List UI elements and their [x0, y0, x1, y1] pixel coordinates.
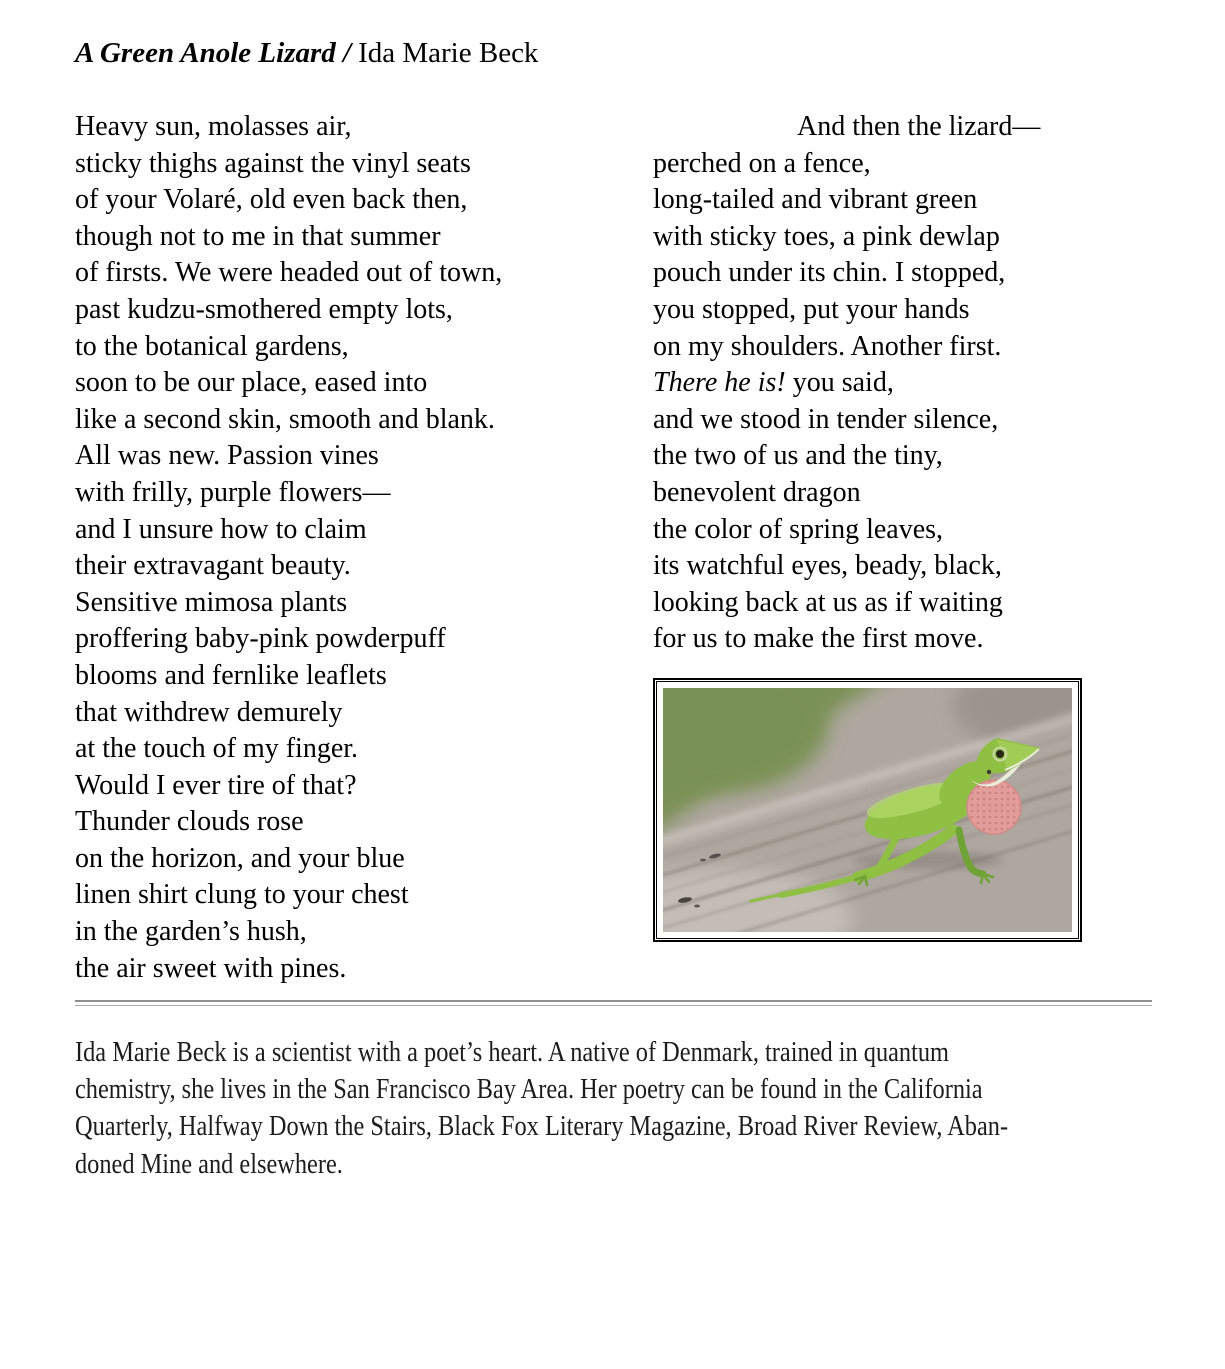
lizard-ear-spot [987, 770, 991, 774]
bio-line: chemistry, she lives in the San Francisco Bay Area. Her poetry can be found in the California [75, 1073, 983, 1106]
poem-line: the two of us and the tiny, [653, 440, 943, 472]
poem-line: linen shirt clung to your chest [75, 879, 409, 911]
poem-line: and we stood in tender silence, [653, 403, 999, 435]
lizard-dewlap [967, 780, 1021, 834]
poem-line: Thunder clouds rose [75, 806, 304, 838]
poem-line: of your Volaré, old even back then, [75, 184, 468, 216]
poem-line: Heavy sun, molasses air, [75, 111, 352, 142]
poem-line: in the garden’s hush, [75, 916, 307, 948]
poem-line: of firsts. We were headed out of town, [75, 257, 503, 289]
poem-line: that withdrew demurely [75, 696, 343, 728]
poem-line: All was new. Passion vines [75, 440, 379, 472]
poem-line: though not to me in that summer [75, 220, 441, 252]
section-divider-rule [75, 1000, 1152, 1006]
poem-column-left [75, 109, 650, 987]
poem-line: the color of spring leaves, [653, 513, 944, 545]
poem-line: and I unsure how to claim [75, 513, 367, 545]
poem-line: at the touch of my finger. [75, 733, 359, 765]
poem-line: soon to be our place, eased into [75, 367, 428, 399]
poem-column-right [653, 109, 1198, 658]
lizard-photo-inner-border [656, 681, 1079, 939]
bio-line: Quarterly, Halfway Down the Stairs, Black Fox Literary Magazine, Broad River Review, Aban- [75, 1110, 1009, 1143]
author-bio [75, 1034, 1154, 1183]
bio-line: doned Mine and elsewhere. [75, 1147, 343, 1180]
page-title [75, 36, 538, 70]
poem-line: its watchful eyes, beady, black, [653, 550, 1002, 582]
poem-line: like a second skin, smooth and blank. [75, 403, 495, 435]
poem-line: perched on a fence, [653, 147, 871, 179]
poem-line: their extravagant beauty. [75, 550, 351, 582]
poem-line: with frilly, purple flowers— [75, 476, 391, 508]
poem-line: Sensitive mimosa plants [75, 586, 348, 618]
bio-line: Ida Marie Beck is a scientist with a poet’s heart. A native of Denmark, trained in quantum [75, 1036, 950, 1068]
poem-line: And then the lizard— [797, 111, 1041, 142]
poem-line: blooms and fernlike leaflets [75, 659, 387, 691]
poem-line: on my shoulders. Another first. [653, 330, 1002, 362]
lizard-photo-frame [653, 678, 1082, 942]
poem-line: pouch under its chin. I stopped, [653, 257, 1006, 289]
poem-line: the air sweet with pines. [75, 952, 347, 984]
poem-line: you stopped, put your hands [653, 293, 970, 325]
poem-line: Would I ever tire of that? [75, 769, 357, 801]
poem-line: on the horizon, and your blue [75, 842, 405, 874]
poem-title: A Green Anole Lizard / [75, 37, 352, 69]
lizard-photo [663, 688, 1072, 932]
poem-line: There he is! you said, [653, 367, 894, 399]
poem-line: with sticky toes, a pink dewlap [653, 220, 1000, 252]
lizard-eye [996, 750, 1004, 758]
poem-line: benevolent dragon [653, 476, 861, 508]
poem-line: past kudzu-smothered empty lots, [75, 293, 453, 325]
poem-author: Ida Marie Beck [358, 37, 539, 69]
poem-line: to the botanical gardens, [75, 330, 349, 362]
poem-line: long-tailed and vibrant green [653, 184, 978, 216]
poem-line: proffering baby-pink powderpuff [75, 623, 446, 655]
poem-line: for us to make the first move. [653, 623, 984, 655]
poem-line: looking back at us as if waiting [653, 586, 1003, 618]
poem-line: sticky thighs against the vinyl seats [75, 147, 471, 179]
